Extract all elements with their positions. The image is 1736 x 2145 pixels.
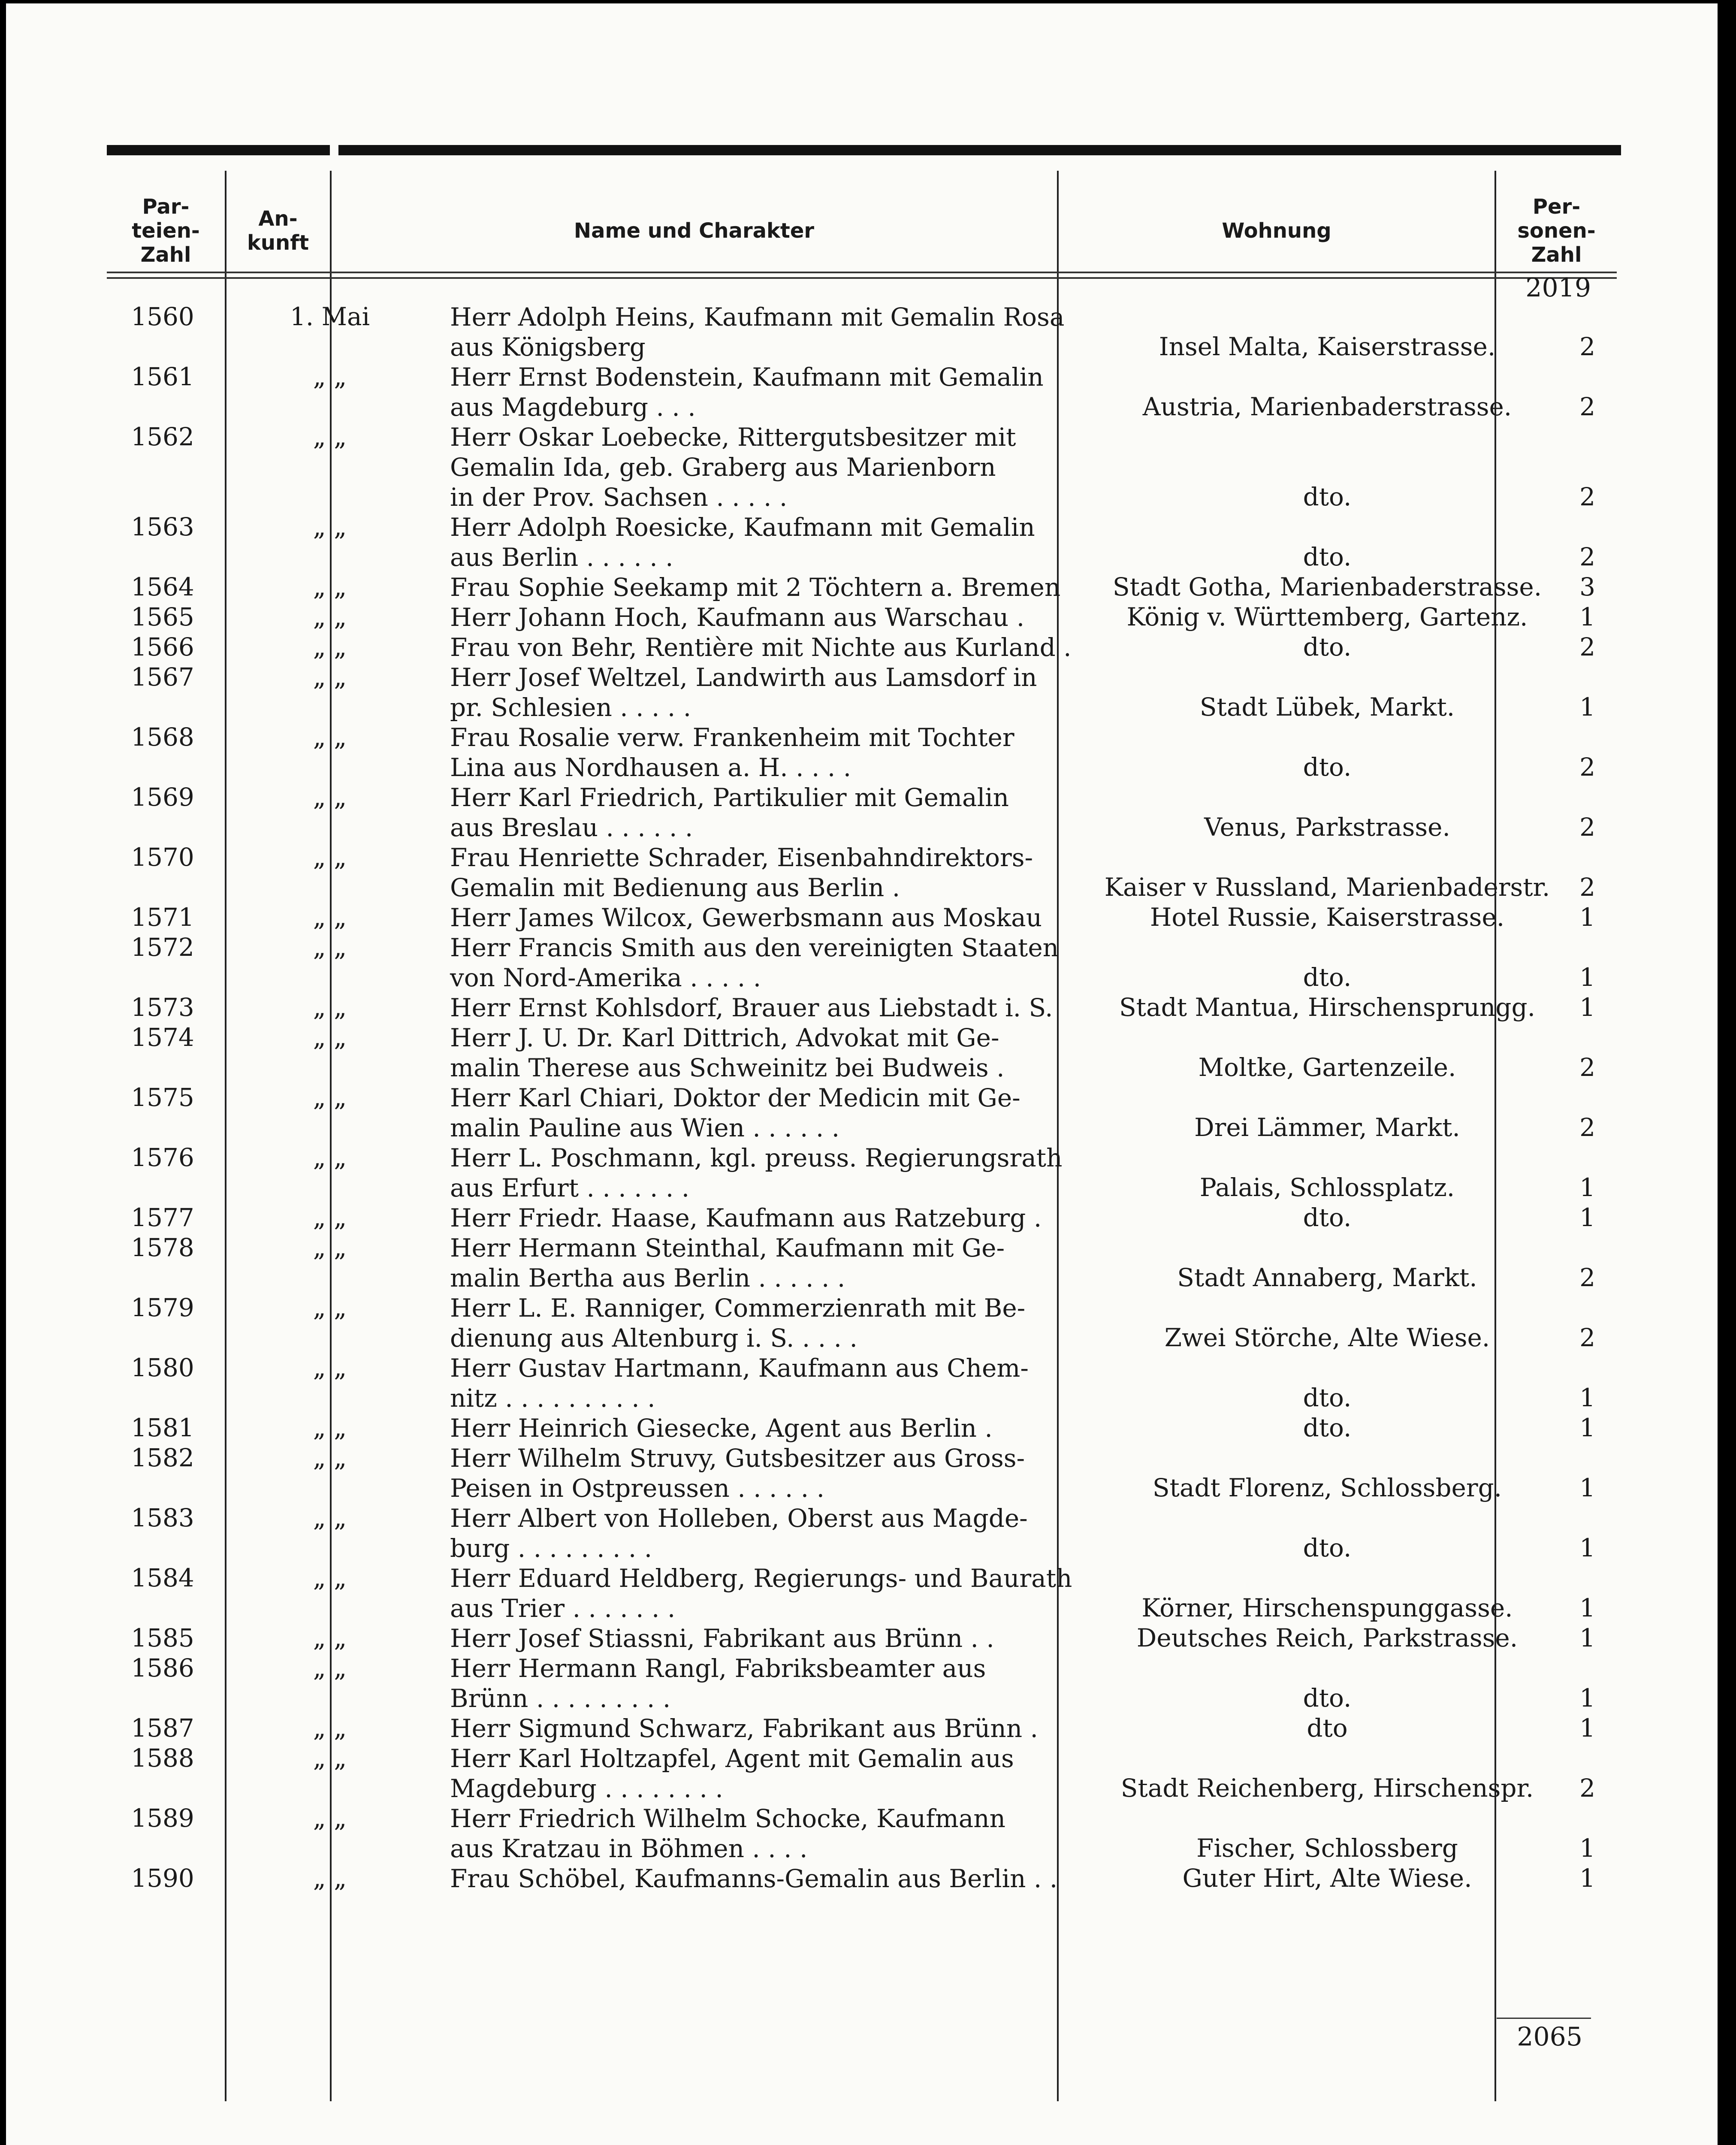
persons-count: 1 [1579, 993, 1595, 1022]
arrival-date: „ „ [313, 1743, 347, 1773]
table-row [107, 843, 1617, 903]
residence: Deutsches Reich, Parkstrasse. [1136, 1623, 1518, 1653]
residence: dto. [1303, 752, 1352, 782]
party-number: 1582 [131, 1443, 194, 1472]
party-number: 1576 [131, 1143, 194, 1172]
table-row [107, 1233, 1617, 1293]
guest-name: Herr Adolph Heins, Kaufmann mit Gemalin Rosa aus Königsberg [450, 302, 1065, 362]
guest-name: Frau von Behr, Rentière mit Nichte aus Kurland . [450, 633, 1072, 662]
party-number: 1570 [131, 843, 194, 872]
table-row [107, 1653, 1617, 1713]
ledger-page [6, 3, 1718, 2145]
table-row [107, 1864, 1617, 1894]
persons-count: 2 [1579, 1263, 1595, 1292]
party-number: 1569 [131, 782, 194, 812]
guest-name: Herr Josef Weltzel, Landwirth aus Lamsdorf in pr. Schlesien . . . . . [450, 663, 1037, 722]
party-number: 1587 [131, 1713, 194, 1743]
arrival-date: „ „ [313, 602, 347, 631]
residence: Palais, Schlossplatz. [1199, 1173, 1455, 1202]
guest-name: Frau Sophie Seekamp mit 2 Töchtern a. Bremen [450, 573, 1061, 602]
residence: König v. Württemberg, Gartenz. [1126, 602, 1528, 631]
persons-count: 1 [1579, 1623, 1595, 1653]
residence: Stadt Gotha, Marienbaderstrasse. [1112, 572, 1542, 601]
arrival-date: „ „ [313, 512, 347, 541]
arrival-date: „ „ [313, 662, 347, 692]
party-number: 1585 [131, 1623, 194, 1653]
header-name: Name und Charakter [574, 219, 815, 243]
table-row [107, 903, 1617, 933]
guest-name: Herr Oskar Loebecke, Rittergutsbesitzer mit Gemalin Ida, geb. Graberg aus Marienborn in der Prov. Sachsen . . . . . [450, 423, 1016, 512]
arrival-date: „ „ [313, 1713, 347, 1743]
party-number: 1588 [131, 1743, 194, 1773]
persons-count: 1 [1579, 963, 1595, 992]
guest-name: Herr Karl Chiari, Doktor der Medicin mit Ge- malin Pauline aus Wien . . . . . . [450, 1083, 1020, 1142]
arrival-date: „ „ [313, 1083, 347, 1112]
residence: dto. [1303, 1683, 1352, 1713]
table-row [107, 1203, 1617, 1233]
table-row [107, 722, 1617, 782]
persons-count: 1 [1579, 903, 1595, 932]
guest-name: Herr Karl Friedrich, Partikulier mit Gemalin aus Breslau . . . . . . [450, 783, 1009, 842]
party-number: 1577 [131, 1203, 194, 1232]
residence: Guter Hirt, Alte Wiese. [1182, 1864, 1472, 1893]
arrival-date: „ „ [313, 993, 347, 1022]
guest-name: Herr Josef Stiassni, Fabrikant aus Brünn . . [450, 1624, 994, 1653]
table-row [107, 1743, 1617, 1804]
guest-name: Herr Eduard Heldberg, Regierungs- und Baurath aus Trier . . . . . . . [450, 1564, 1072, 1623]
party-number: 1567 [131, 662, 194, 692]
sum-rule [1497, 2018, 1591, 2019]
arrival-date: „ „ [313, 362, 347, 391]
guest-name: Herr Ernst Kohlsdorf, Brauer aus Liebstadt i. S. [450, 993, 1053, 1022]
persons-count: 1 [1579, 1203, 1595, 1232]
residence: Insel Malta, Kaiserstrasse. [1159, 332, 1496, 361]
residence: dto. [1303, 963, 1352, 992]
guest-name: Herr L. E. Ranniger, Commerzienrath mit Be- dienung aus Altenburg i. S. . . . . [450, 1293, 1026, 1353]
persons-count: 2 [1579, 1113, 1595, 1142]
guest-name: Herr Friedrich Wilhelm Schocke, Kaufmann aus Kratzau in Böhmen . . . . [450, 1804, 1006, 1863]
arrival-date: „ „ [313, 1203, 347, 1232]
persons-count: 3 [1579, 572, 1595, 601]
party-number: 1565 [131, 602, 194, 631]
guest-name: Herr Francis Smith aus den vereinigten Staaten von Nord-Amerika . . . . . [450, 933, 1059, 992]
guest-name: Herr Adolph Roesicke, Kaufmann mit Gemalin aus Berlin . . . . . . [450, 513, 1035, 572]
table-row [107, 1443, 1617, 1503]
persons-count: 2 [1579, 332, 1595, 361]
table-row [107, 1623, 1617, 1653]
table-row [107, 362, 1617, 422]
persons-count: 1 [1579, 1834, 1595, 1863]
party-number: 1581 [131, 1413, 194, 1442]
guest-name: Herr Heinrich Giesecke, Agent aus Berlin . [450, 1414, 993, 1443]
residence: Stadt Reichenberg, Hirschenspr. [1120, 1773, 1534, 1803]
table-row [107, 933, 1617, 993]
table-row [107, 1563, 1617, 1623]
arrival-date: „ „ [313, 1804, 347, 1833]
residence: Fischer, Schlossberg [1196, 1834, 1458, 1863]
header-residence: Wohnung [1222, 219, 1331, 243]
persons-count: 1 [1579, 1473, 1595, 1502]
guest-name: Herr Wilhelm Struvy, Gutsbesitzer aus Gross- Peisen in Ostpreussen . . . . . . [450, 1444, 1025, 1503]
header-party-number: Par- teien- Zahl [132, 195, 200, 267]
residence: Austria, Marienbaderstrasse. [1142, 392, 1512, 421]
residence: Moltke, Gartenzeile. [1198, 1053, 1456, 1082]
persons-count: 2 [1579, 542, 1595, 571]
persons-count: 2 [1579, 1323, 1595, 1352]
arrival-date: „ „ [313, 1413, 347, 1442]
guest-name: Herr James Wilcox, Gewerbsmann aus Moskau [450, 903, 1042, 932]
party-number: 1571 [131, 903, 194, 932]
arrival-date: „ „ [313, 1023, 347, 1052]
register-table [107, 158, 1617, 2131]
guest-name: Herr Ernst Bodenstein, Kaufmann mit Gemalin aus Magdeburg . . . [450, 363, 1044, 422]
table-row [107, 1804, 1617, 1864]
arrival-date: „ „ [313, 1653, 347, 1683]
persons-count: 2 [1579, 813, 1595, 842]
arrival-date: „ „ [313, 1503, 347, 1532]
party-number: 1575 [131, 1083, 194, 1112]
arrival-date: 1. Mai [290, 302, 370, 331]
residence: Hotel Russie, Kaiserstrasse. [1150, 903, 1505, 932]
party-number: 1580 [131, 1353, 194, 1382]
guest-name: Herr J. U. Dr. Karl Dittrich, Advokat mit Ge- malin Therese aus Schweinitz bei Budweis . [450, 1023, 1005, 1082]
party-number: 1562 [131, 422, 194, 451]
guest-name: Herr Karl Holtzapfel, Agent mit Gemalin aus Magdeburg . . . . . . . . [450, 1744, 1014, 1803]
persons-count: 2 [1579, 482, 1595, 511]
arrival-date: „ „ [313, 1623, 347, 1653]
table-row [107, 1713, 1617, 1743]
table-row [107, 1083, 1617, 1143]
party-number: 1573 [131, 993, 194, 1022]
table-row [107, 632, 1617, 662]
persons-count: 2 [1579, 392, 1595, 421]
party-number: 1586 [131, 1653, 194, 1683]
carry-over-total: 2019 [1525, 273, 1591, 303]
guest-name: Frau Rosalie verw. Frankenheim mit Tochter Lina aus Nordhausen a. H. . . . . [450, 723, 1014, 782]
party-number: 1572 [131, 933, 194, 962]
residence: dto. [1303, 1383, 1352, 1412]
persons-count: 2 [1579, 873, 1595, 902]
residence: Stadt Lübek, Markt. [1199, 692, 1455, 722]
table-row [107, 1413, 1617, 1443]
table-row [107, 993, 1617, 1023]
table-row [107, 662, 1617, 722]
residence: dto. [1303, 1413, 1352, 1442]
arrival-date: „ „ [313, 843, 347, 872]
guest-name: Herr Johann Hoch, Kaufmann aus Warschau . [450, 603, 1025, 632]
table-row [107, 512, 1617, 572]
arrival-date: „ „ [313, 1443, 347, 1472]
party-number: 1579 [131, 1293, 194, 1322]
residence: Zwei Störche, Alte Wiese. [1164, 1323, 1490, 1352]
arrival-date: „ „ [313, 632, 347, 662]
persons-count: 2 [1579, 1773, 1595, 1803]
arrival-date: „ „ [313, 1864, 347, 1893]
arrival-date: „ „ [313, 1233, 347, 1262]
guest-name: Herr Sigmund Schwarz, Fabrikant aus Brünn . [450, 1714, 1038, 1743]
residence: Stadt Florenz, Schlossberg. [1152, 1473, 1502, 1502]
party-number: 1563 [131, 512, 194, 541]
residence: Stadt Annaberg, Markt. [1177, 1263, 1477, 1292]
arrival-date: „ „ [313, 722, 347, 752]
arrival-date: „ „ [313, 903, 347, 932]
residence: dto. [1303, 1203, 1352, 1232]
residence: Stadt Mantua, Hirschensprungg. [1119, 993, 1536, 1022]
party-number: 1561 [131, 362, 194, 391]
arrival-date: „ „ [313, 933, 347, 962]
residence: dto. [1303, 482, 1352, 511]
table-row [107, 1293, 1617, 1353]
persons-count: 2 [1579, 632, 1595, 662]
persons-count: 2 [1579, 752, 1595, 782]
guest-name: Herr L. Poschmann, kgl. preuss. Regierungsrath aus Erfurt . . . . . . . [450, 1143, 1063, 1202]
persons-count: 1 [1579, 692, 1595, 722]
table-row [107, 1503, 1617, 1563]
header-persons: Per- sonen- Zahl [1517, 195, 1596, 267]
table-row [107, 1023, 1617, 1083]
persons-count: 1 [1579, 1173, 1595, 1202]
arrival-date: „ „ [313, 1563, 347, 1592]
table-row [107, 572, 1617, 602]
arrival-date: „ „ [313, 1143, 347, 1172]
persons-count: 1 [1579, 1683, 1595, 1713]
table-row [107, 422, 1617, 512]
table-row [107, 1353, 1617, 1413]
residence: dto. [1303, 542, 1352, 571]
guest-name: Frau Schöbel, Kaufmanns-Gemalin aus Berlin . . [450, 1864, 1058, 1893]
residence: Venus, Parkstrasse. [1204, 813, 1450, 842]
persons-count: 1 [1579, 1533, 1595, 1562]
top-rule-left [107, 145, 330, 155]
residence: dto. [1303, 1533, 1352, 1562]
party-number: 1560 [131, 302, 194, 331]
residence: dto. [1303, 632, 1352, 662]
arrival-date: „ „ [313, 572, 347, 601]
party-number: 1564 [131, 572, 194, 601]
top-rule-right [338, 145, 1621, 155]
party-number: 1574 [131, 1023, 194, 1052]
table-row [107, 1143, 1617, 1203]
arrival-date: „ „ [313, 1293, 347, 1322]
persons-count: 1 [1579, 1864, 1595, 1893]
table-row [107, 782, 1617, 843]
arrival-date: „ „ [313, 782, 347, 812]
party-number: 1578 [131, 1233, 194, 1262]
persons-count: 1 [1579, 602, 1595, 631]
residence: Kaiser v Russland, Marienbaderstr. [1104, 873, 1550, 902]
residence: Drei Lämmer, Markt. [1194, 1113, 1460, 1142]
party-number: 1583 [131, 1503, 194, 1532]
arrival-date: „ „ [313, 1353, 347, 1382]
guest-name: Herr Hermann Steinthal, Kaufmann mit Ge- malin Bertha aus Berlin . . . . . . [450, 1233, 1005, 1293]
arrival-date: „ „ [313, 422, 347, 451]
party-number: 1568 [131, 722, 194, 752]
table-row [107, 602, 1617, 632]
party-number: 1566 [131, 632, 194, 662]
residence: Körner, Hirschenspunggasse. [1141, 1593, 1513, 1622]
persons-count: 1 [1579, 1413, 1595, 1442]
guest-name: Herr Friedr. Haase, Kaufmann aus Ratzeburg . [450, 1203, 1042, 1233]
guest-name: Frau Henriette Schrader, Eisenbahndirektors- Gemalin mit Bedienung aus Berlin . [450, 843, 1033, 902]
guest-name: Herr Albert von Holleben, Oberst aus Magde- burg . . . . . . . . . [450, 1504, 1028, 1563]
party-number: 1589 [131, 1804, 194, 1833]
table-row [107, 302, 1617, 362]
party-number: 1584 [131, 1563, 194, 1592]
page-total: 2065 [1517, 2022, 1582, 2052]
guest-name: Herr Hermann Rangl, Fabriksbeamter aus Brünn . . . . . . . . . [450, 1654, 986, 1713]
party-number: 1590 [131, 1864, 194, 1893]
guest-name: Herr Gustav Hartmann, Kaufmann aus Chem- nitz . . . . . . . . . . [450, 1353, 1029, 1413]
residence: dto [1307, 1713, 1348, 1743]
persons-count: 1 [1579, 1713, 1595, 1743]
header-arrival: An- kunft [247, 207, 309, 255]
persons-count: 1 [1579, 1593, 1595, 1622]
persons-count: 2 [1579, 1053, 1595, 1082]
persons-count: 1 [1579, 1383, 1595, 1412]
